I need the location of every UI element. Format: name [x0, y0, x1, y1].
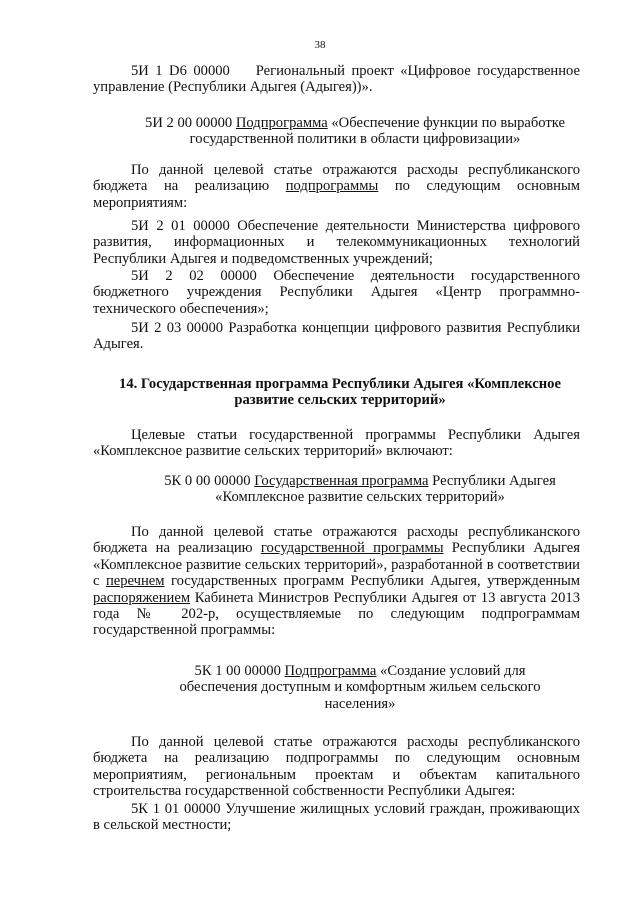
program-link[interactable]: Государственная программа: [254, 473, 429, 489]
program-name: Республики Адыгея «Комплексное развитие сельских территорий»: [215, 473, 556, 506]
program-5k0-title: [150, 473, 570, 506]
paragraph-text: 5И 2 03 00000 Разработка концепции цифрового развития Республики Адыгея.: [93, 320, 580, 353]
paragraph-text: 5И 2 01 00000 Обеспечение деятельности Министерства цифрового развития, информационных и телекоммуникационных технологий Республики Адыгея и подведомственных учреждений;: [93, 218, 580, 267]
paragraph-text: государственных программ Республики Адыгея, утвержденным: [170, 573, 580, 590]
paragraph-text: 5И 2 02 00000 Обеспечение деятельности государственного бюджетного учреждения Республики Адыгея «Центр программно-технического обеспечения»;: [93, 268, 580, 317]
paragraph-text: Региональный проект «Цифровое государственное управление (Республики Адыгея (Адыгея))».: [93, 63, 580, 96]
paragraph-text: По данной целевой статье отражаются расходы республиканского бюджета на реализацию: [93, 524, 580, 557]
paragraph-text: По данной целевой статье отражаются расходы республиканского бюджета на реализацию подпрограммы по следующим основным мероприятиям, региональным проектам и объектам капитального строительства государственной собственности Республики Адыгея:: [93, 734, 580, 800]
subprogram-5k1-title: [165, 663, 555, 712]
paragraph-5i2-description: [93, 162, 580, 211]
list-link[interactable]: перечнем: [105, 573, 165, 590]
paragraph-text: по следующим основным мероприятиям:: [93, 178, 580, 211]
paragraph-target-articles: [93, 427, 580, 460]
subprogram-link[interactable]: Подпрограмма: [235, 115, 328, 131]
activity-5i203: [93, 320, 580, 353]
paragraph-text: Целевые статьи государственной программы Республики Адыгея «Комплексное развитие сельских территорий» включают:: [93, 427, 580, 460]
budget-code: 5К 1 00 00000: [194, 663, 281, 679]
subprogram-link[interactable]: Подпрограмма: [284, 663, 377, 679]
paragraph-5k1-description: [93, 734, 580, 800]
budget-code: 5И 2 00 00000: [145, 115, 233, 131]
activity-5k101: [93, 801, 580, 834]
subprogram-link[interactable]: подпрограммы: [285, 178, 379, 195]
paragraph-text: Республики Адыгея «Комплексное развитие сельских территорий», разработанной в соответствии с: [93, 540, 580, 590]
order-link[interactable]: распоряжением: [93, 589, 191, 606]
paragraph-5k0-description: [93, 524, 580, 639]
program-link[interactable]: государственной программы: [260, 540, 444, 557]
activity-5i201: [93, 218, 580, 267]
regional-project-5i1d6: [93, 63, 580, 96]
page-number: 38: [314, 39, 326, 51]
subprogram-name: «Обеспечение функции по выработке государственной политики в области цифровизации»: [189, 115, 565, 148]
subprogram-5i2-title: [130, 115, 580, 148]
section-heading: 14. Государственная программа Республики Адыгея «Комплексное развитие сельских территорий»: [119, 376, 561, 409]
activity-5i202: [93, 268, 580, 317]
paragraph-text: По данной целевой статье отражаются расходы республиканского бюджета на реализацию: [93, 162, 580, 195]
paragraph-text: Кабинета Министров Республики Адыгея от 13 августа 2013 года № 202-р, осуществляемые по следующим подпрограммам государственной программы:: [93, 589, 580, 639]
budget-code: 5К 0 00 00000: [164, 473, 251, 489]
subprogram-name: «Создание условий для обеспечения доступным и комфортным жильем сельского населения»: [179, 663, 541, 712]
section-heading-14: [100, 376, 580, 409]
paragraph-text: 5К 1 01 00000 Улучшение жилищных условий граждан, проживающих в сельской местности;: [93, 801, 580, 834]
budget-code: 5И 1 D6 00000: [131, 63, 230, 79]
